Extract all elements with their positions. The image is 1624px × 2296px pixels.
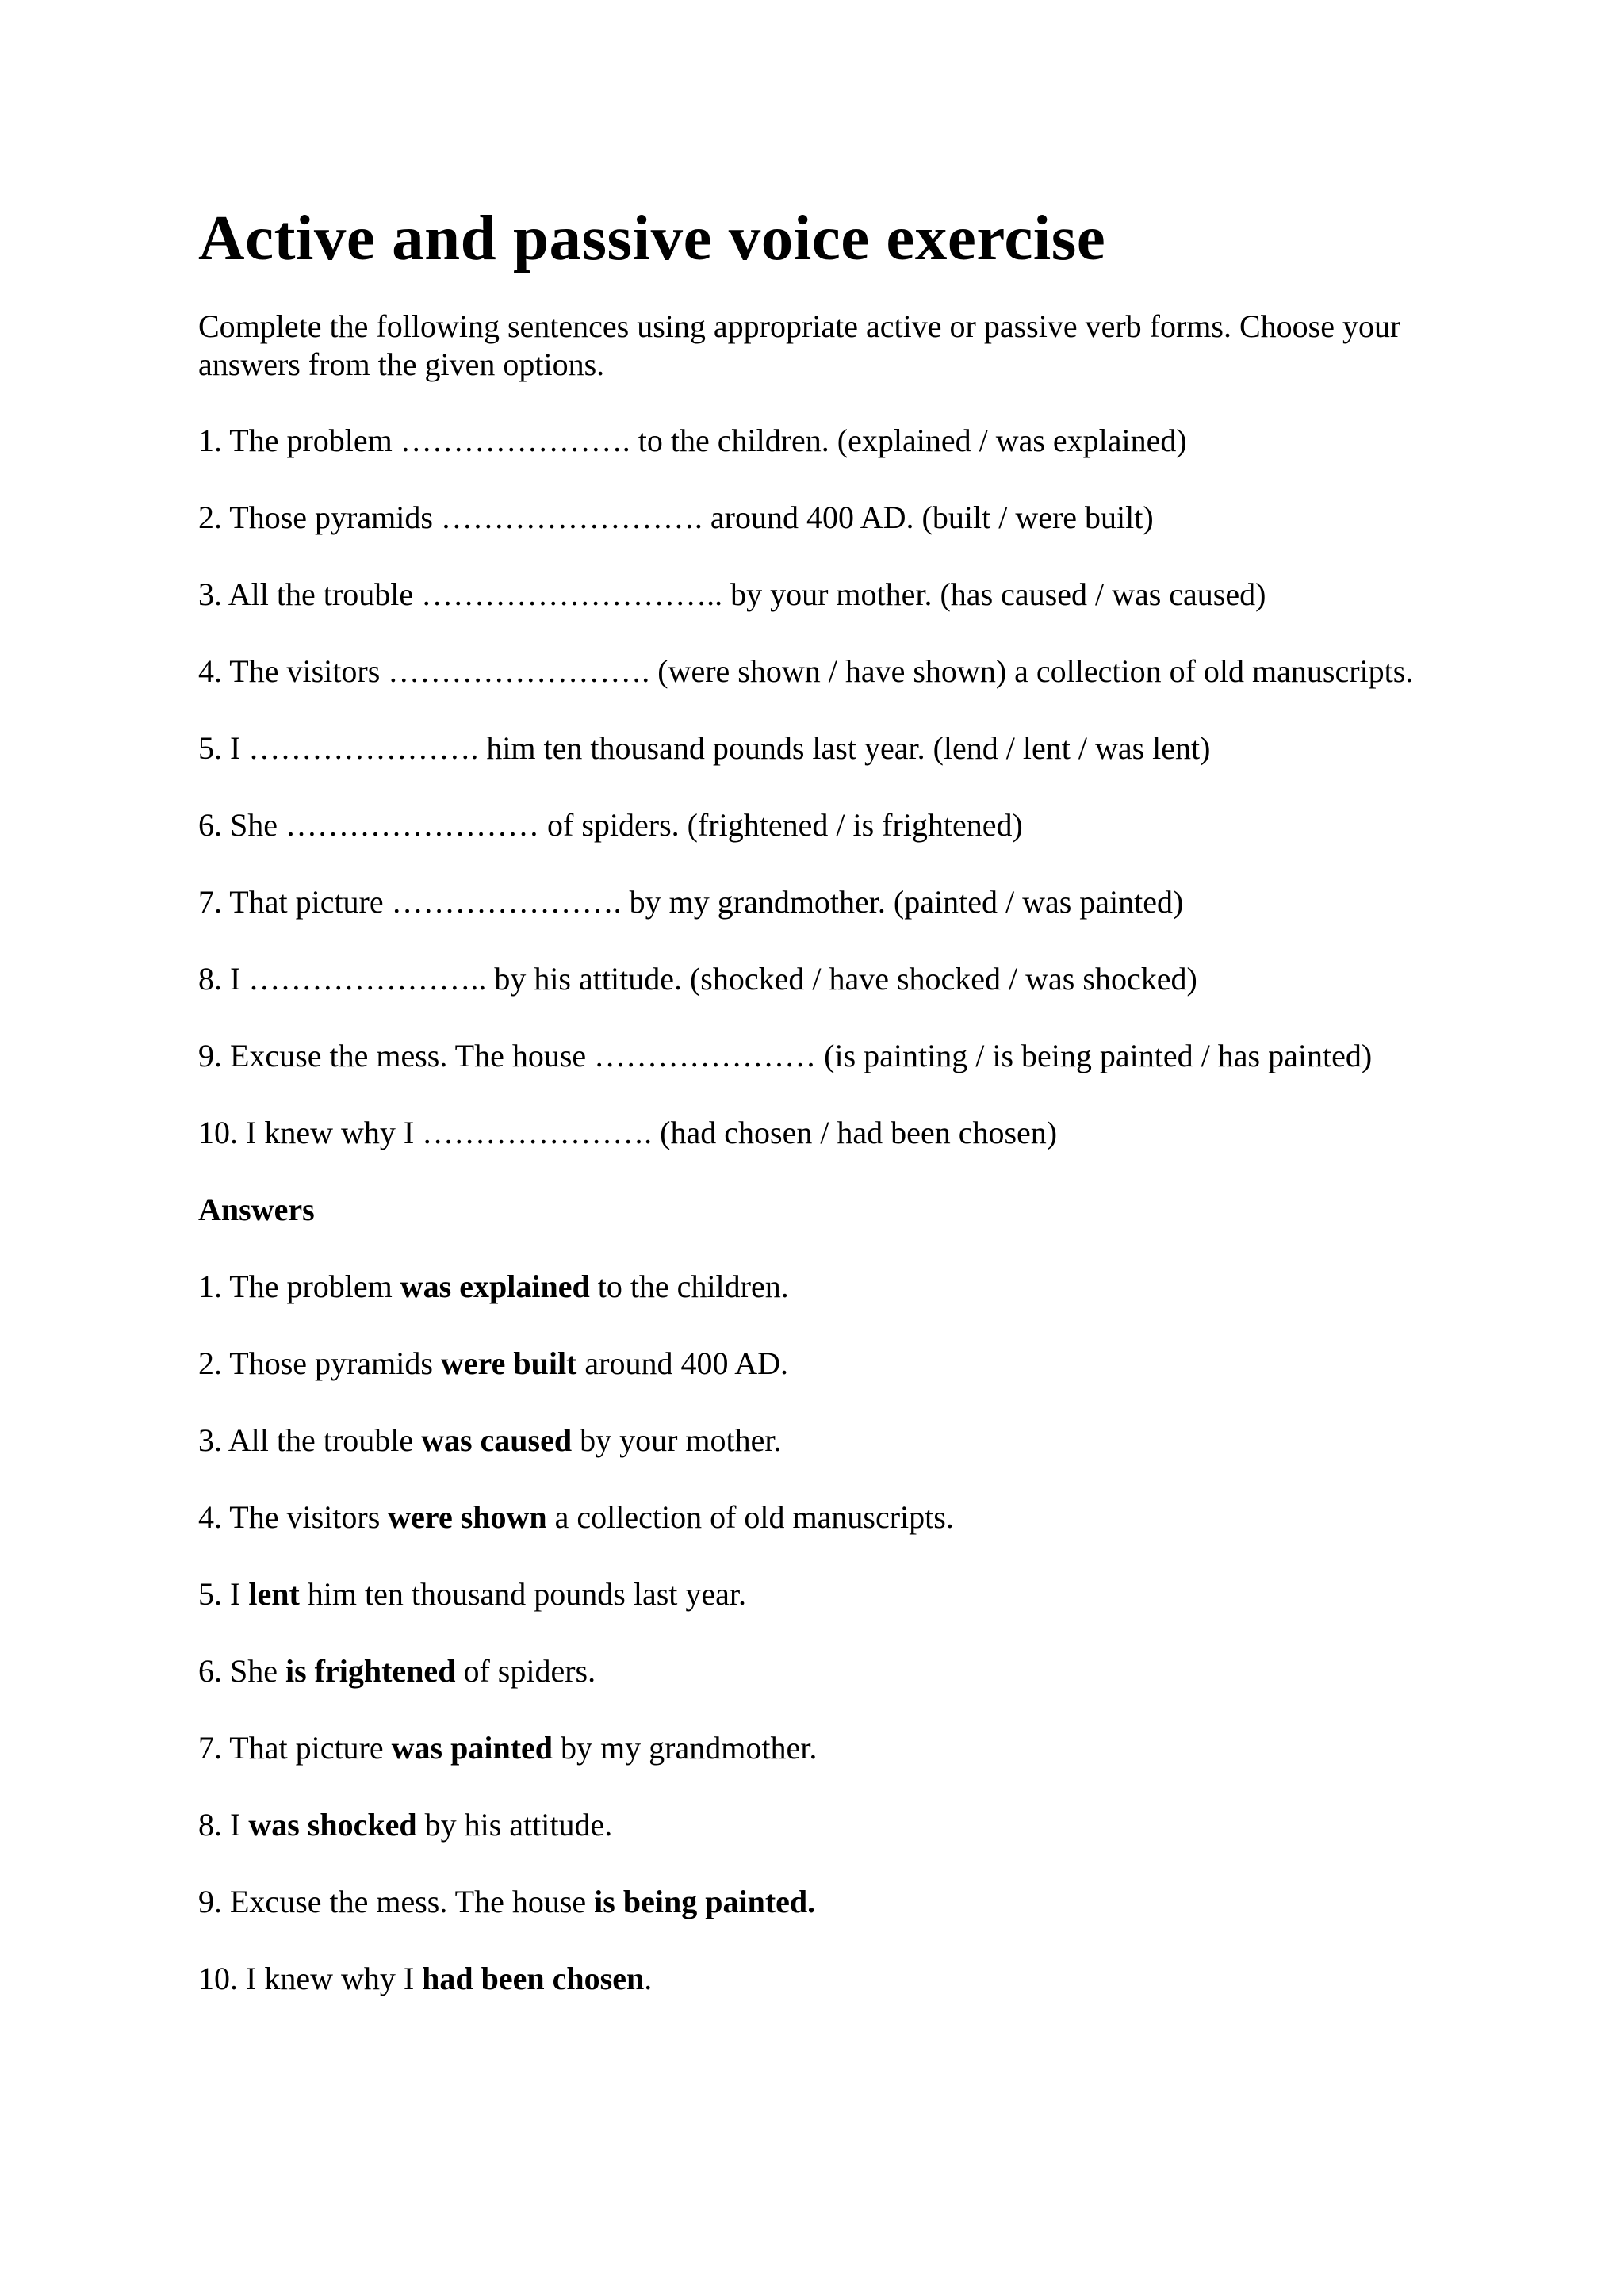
answer-verb: was painted — [391, 1730, 553, 1766]
answer-item — [198, 1729, 1435, 1767]
question-item: 6. She …………………… of spiders. (frightened / is frightened) — [198, 807, 1023, 843]
question-item: 2. Those pyramids ……………………. around 400 AD. (built / were built) — [198, 499, 1154, 535]
answer-item — [198, 1575, 1435, 1613]
answer-item — [198, 1498, 1435, 1536]
question-item: 10. I knew why I …………………. (had chosen / had been chosen) — [198, 1115, 1058, 1150]
answer-suffix: a collection of old manuscripts. — [546, 1499, 954, 1535]
answer-prefix: 1. The problem — [198, 1269, 400, 1304]
answer-item — [198, 1883, 1435, 1921]
question-item: 1. The problem …………………. to the children. (explained / was explained) — [198, 423, 1187, 458]
question-list — [198, 422, 1435, 1152]
worksheet-page — [198, 200, 1435, 1998]
question-item: 8. I ………………….. by his attitude. (shocked / have shocked / was shocked) — [198, 961, 1197, 997]
answer-verb: was caused — [421, 1422, 573, 1458]
answer-prefix: 7. That picture — [198, 1730, 392, 1766]
question-item: 4. The visitors ……………………. (were shown / have shown) a collection of old manuscripts. — [198, 653, 1414, 689]
answer-list — [198, 1268, 1435, 1998]
answer-prefix: 10. I knew why I — [198, 1961, 423, 1996]
question-item: 7. That picture …………………. by my grandmother. (painted / was painted) — [198, 884, 1184, 920]
page-title: Active and passive voice exercise — [198, 202, 1106, 274]
question-item: 3. All the trouble ……………………….. by your mother. (has caused / was caused) — [198, 576, 1266, 612]
answer-prefix: 4. The visitors — [198, 1499, 389, 1535]
answer-verb: were built — [440, 1345, 577, 1381]
answer-verb: were shown — [388, 1499, 547, 1535]
answer-verb: was shocked — [248, 1807, 417, 1843]
answer-prefix: 3. All the trouble — [198, 1422, 422, 1458]
answer-verb: is being painted. — [594, 1884, 816, 1919]
answer-suffix: . — [644, 1961, 653, 1996]
answer-item — [198, 1960, 1435, 1998]
answer-prefix: 5. I — [198, 1576, 249, 1612]
answer-item — [198, 1345, 1435, 1383]
answer-verb: is frightened — [285, 1653, 456, 1689]
question-item: 9. Excuse the mess. The house ………………… (is painting / is being painted / has painted) — [198, 1038, 1373, 1073]
answer-suffix: around 400 AD. — [576, 1345, 789, 1381]
answer-verb: had been chosen — [422, 1961, 645, 1996]
question-item: 5. I …………………. him ten thousand pounds last year. (lend / lent / was lent) — [198, 730, 1211, 766]
instructions-text: Complete the following sentences using appropriate active or passive verb forms. Choose your answers from the given options. — [198, 308, 1401, 382]
answer-prefix: 6. She — [198, 1653, 285, 1689]
answer-item — [198, 1268, 1435, 1306]
answer-verb: was explained — [400, 1269, 590, 1304]
answer-prefix: 9. Excuse the mess. The house — [198, 1884, 595, 1919]
answer-item — [198, 1652, 1435, 1690]
answer-item — [198, 1806, 1435, 1844]
answer-suffix: to the children. — [589, 1269, 789, 1304]
answer-suffix: by his attitude. — [416, 1807, 613, 1843]
answer-item — [198, 1422, 1435, 1460]
answer-suffix: by your mother. — [572, 1422, 782, 1458]
answer-prefix: 8. I — [198, 1807, 249, 1843]
answer-suffix: of spiders. — [455, 1653, 596, 1689]
answer-prefix: 2. Those pyramids — [198, 1345, 441, 1381]
answer-suffix: him ten thousand pounds last year. — [299, 1576, 747, 1612]
answers-heading: Answers — [198, 1192, 315, 1227]
answer-suffix: by my grandmother. — [553, 1730, 818, 1766]
answer-verb: lent — [248, 1576, 300, 1612]
